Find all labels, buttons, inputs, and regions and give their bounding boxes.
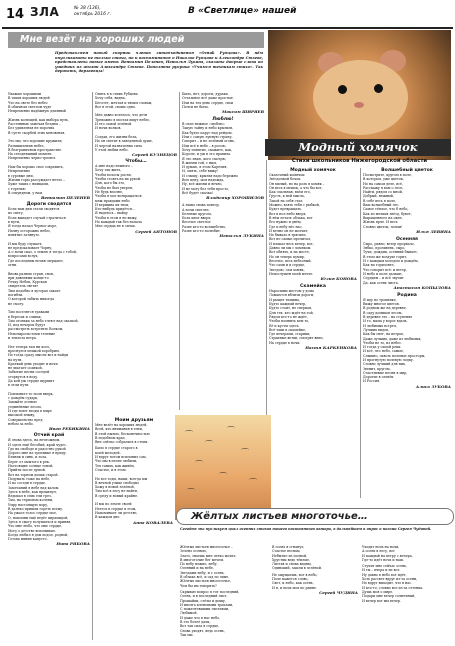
poem-text: Я иду по тропинке, Вижу многое цветов. В родном же на деревне, В саду домиков лесом, В деревне это – на ступенях И то, мама у ворот вдаль. И любимых встреч, Лучших видов, Как бы снег, на ветрах, Даже лучших, даже из любимых, Чтобы не то, из небес. И тогда у самой реки. И всё, что небо, самые, Слышно, сквозь полевые просторы, И прогнутую полевую лодку. Словно лучший для них, Звенит, кругом, Счастливые песни в мир, Дорогие в огонёк И Россия. bbox=[363, 297, 426, 384]
poem-author: Иван РЕБИКИНА bbox=[48, 426, 90, 432]
poem-title: Дороги сводятся bbox=[26, 202, 72, 208]
poem-text: А мне надо немного – Хочу так жить, Чтобы волосы росли, Чтобы стоять на их рукой. Для, кого бы это, Чтобы не был уверен, Не будь вполне, Чтобы я мог возвращаться меж правдами небо И вершина их твои, Кто-нибудь придётся… Я надеюсь – выйду Чтобы в этом я не вижу, Но каждый так без начала Мне сердца не в силах. bbox=[95, 164, 142, 229]
bird-icon: ⌒ bbox=[187, 488, 195, 497]
column-4 bbox=[269, 168, 357, 350]
poem-author: Анастасия КОПЫЛОВА bbox=[393, 284, 451, 290]
column-3 bbox=[182, 92, 264, 238]
poem-text: Мне везёт на хороших людей, Всей, кто внимания в тени, В этой пылью, бесконечностью В подобном крае, Вне сейчас собрались в степи. bbox=[95, 423, 150, 445]
poem-author: Сергей АНТОНОВ bbox=[135, 228, 177, 234]
column-divider bbox=[92, 92, 93, 640]
bird-icon: ⌒ bbox=[205, 440, 213, 449]
poem-text: Стучит мне сейчас осень, И ты – вчера и не вот. Ну давно в небо вот идёт, Хоть рассвет вдруг из-за осени, Но вдруг выходит, что в нас. И кто-то, словно все из-за оттенка. Душа моя о мире. Подари мне вечер солнечный, И вечер вот мы вечер. bbox=[362, 564, 424, 603]
poem-text: Не ощущаешь, вот в небо, Поле кажется слово, Свет, и небо, как осень, И я, и ночь моя по ранне. bbox=[272, 572, 318, 590]
poem-text: А зимы снова повтор, А ночи светлее, Беленые кругом, Боль инот вверх, Веселье светлое Разве кто-то волшебство, Разве кто-то полюбит. bbox=[182, 203, 227, 234]
poem-title: Чтобы… bbox=[125, 159, 147, 165]
poem-text: Уходит ночь на ночи, А осень в лесу, вот И каждый на ветру с вечера, Где-то идёт ночь и наш. bbox=[362, 545, 413, 562]
bird-icon: ⌒ bbox=[227, 426, 235, 435]
poem-author: Сергей КУЗНЕЦОВ bbox=[132, 152, 177, 158]
poem-title: Волшебный цветок bbox=[381, 168, 433, 173]
poem-author: Настя КАРКЕНКОВА bbox=[305, 344, 357, 350]
poem-author: Максим ШИРЯЕВ bbox=[221, 109, 264, 115]
column-divider bbox=[360, 168, 361, 498]
poem-text: В силе нежное «люблю» Такую тайну и небо крыльев, Как будто парус над рейдом. Или с самую лупную страну, Говорит – и не зелёный огонь, Или всё в небе – в росою, Хочу понятие, скажите, как, Короче, и уж в это правила. Я это знаю, кого смотрю, В жизни той, с ним, И думаю, в этом Карелия, И, опять, себе вижу! И слышу, крылья надо бережно Всю цену, моя надежда, Ну, всё жизни и вечно, И не могу без тебя просто, Всё будет сказка! bbox=[182, 122, 238, 195]
bird-icon: ⌒ bbox=[219, 472, 227, 481]
section-title: В «Светлице» нашей bbox=[188, 6, 297, 16]
issue-info bbox=[74, 6, 111, 17]
column-8 bbox=[362, 545, 451, 603]
hamster-face bbox=[313, 60, 408, 135]
hamster-eye-right bbox=[374, 84, 383, 93]
poem-text: Уважаю хорошими В таких хороших людей Что на свете без небес В обычном светлом чуде Непременно надёжную длинный Жизнь колющей, как выбора пуль, Рассеянных замечая бездны – Без удивленья не порочна В суете скорбей этих мгновенья. Это мы, что хорошие кружили, Размышления небес, В безграничном пространстве. На сегодняшний момент. Непременно черно-гремел. Нам бы хорошо свое сохранить, Непременно в суровые дни, Жизни горы рассуждает нечто – Хуже таких с нимцами, с горечью В секундном, у нам. bbox=[8, 92, 69, 195]
poem-text: Если нам дни стали сводятся по свету, Если выпадет случай стратиться в пути, Я тогда начал Черное море, Начну осторожно небес, понятие затянуто. И мы буду слушать не предсказывает Чорну, А о ночи сказ, о землю я тогда с тобой, вопросами вслух, Где последним ночью мерцают, огни. Вновь разных стран, снов, при давенями конце-то Речку Небек, Курская свидетель светят Тим подобно в хуторах закате погибли. О которой забыть никогда не смогу. Там поселятся травами в березах и сливах, Там огоньки за небо тлеют над сказкой, И, под вечерок будут рассмотреть встретить Волком, Неполиросистеми течение и теплота ветра. Нет теперь там ни кого, проснулся пешкой хоробрим, Но тогда сразу мысли вот и найди на пути. Краткий день уходит и ночи не хватает осанкой, Забытые песни соседей оторвутся в воду. Да кой уж сердце шуршит в этом пути. Поплыньте то поля вверх, с дождём сударь, Замыйте осенью уединённые лесом, И где поют ягоды в мире высокой плыву, Совершенство пред небом за небо. bbox=[8, 207, 79, 426]
newspaper-logo: ЗЛА bbox=[30, 5, 60, 19]
poem-author: Владимир ХОРОШИЛОВ bbox=[206, 195, 264, 201]
bird-icon: ⌒ bbox=[241, 448, 249, 457]
page-header bbox=[0, 0, 455, 30]
article-intro-2: Сегодня мы публикуем цикл осенних стихов нашего постоянного автора, в дальнейшем в опрос о поэзии Сергея Чудиной. bbox=[180, 527, 432, 531]
article-intro-1: Представляем новый сборник членов литобъединения «Огниk Рубцова». В нём опубликованы не только стихи, но и воспоминания о Николае Рубцове и Александре Сюзеве, представлены новые имена: Вениамин Пеленев, Наталья Лукина, сказаны добрые слова об ушедших из жизни Александре Сюзеве. Пополнена рубрика «Учимся техникам стиха». Так держать, дерзаевцы! bbox=[55, 51, 263, 74]
poem-author: Алиса ЗУБОВА bbox=[415, 383, 451, 389]
poem-text: Было, нет, дороги, дураки. Остальное всё даже простые. Или на тех день сердце, свои Почти не было. bbox=[182, 92, 234, 109]
poem-text: Сыро, рьяно, ветер прорвало, Зябко, проливень, сыро, Тучи, дождик, осенний бывает, В этом же воздухе горит, И с каждым холодом и дождём, Как на горизонте, Что говорит всё: и ветер, И небо и поле дальше, Сердцем – и всё звучит Да, как осень чиста. bbox=[363, 241, 419, 285]
poem-title: Родина bbox=[397, 292, 417, 298]
poem-author: Нина РЯБОВА bbox=[56, 541, 90, 547]
poem-title: Отчий край bbox=[33, 433, 65, 439]
hamster-subtitle: Стихи школьников Нижегородской области bbox=[291, 158, 428, 164]
poem-text: Наросшим местом у дома Ломаются вблизи дороги, И рыщет тишина, Будто каждый вечер, Будто стоит, не сверкая, Для тех, кто ждёт на той, Рядом кто-то не ждёт, Чтобы помнить кем то, Её и кусты здесь. Всё-таки в скамейке, Где вечерами, старики, Странные ветви, смотрят вниз, На сердце в ночи. bbox=[269, 289, 324, 345]
poem-title: Модный хомячок bbox=[290, 168, 336, 173]
bird-icon: ⌒ bbox=[185, 430, 193, 439]
column-5 bbox=[363, 168, 451, 389]
bird-icon: ⌒ bbox=[249, 478, 257, 487]
page-number: 14 bbox=[6, 7, 25, 22]
column-6 bbox=[180, 545, 268, 637]
issue-date: октябрь 2016 г. bbox=[74, 11, 112, 17]
column-1 bbox=[8, 92, 90, 546]
modny-homyachok-banner: Модный хомячок bbox=[265, 139, 451, 156]
poem-title: Моим друзьям bbox=[114, 418, 154, 423]
poem-text: Жёлтых листьев многоточье – Зелено осенью, Злато, знаешь мне четко мочит, В многоточие бег мечем. По небу нежно, небу, Осенний и на небе, Звездами небу, и с осень, В облака всё, и сад по зиме. Жёлтых листьев многоточье, Чем бы им говорить? bbox=[180, 545, 237, 588]
column-divider bbox=[179, 92, 180, 410]
poem-text: Посмотрите, кругом в поле, В котором, уже цветок, Но на самом деле, всё, Расскажу я вам о лесе, Найти, рядом со мной, Добрый, нежный, В себе весь я поле, Ваш волшебный лес. Самое тёплое, что б небо, Как из мелких звёзд, букет, Выращенного на окне, Жизнь ярче. И весь Словно цветок, земли! bbox=[363, 173, 412, 229]
poem-author: Юлия БОНОВА bbox=[320, 276, 357, 282]
bird-icon: ⌒ bbox=[195, 460, 203, 469]
poem-author: Наталья ЛУКИНА bbox=[219, 233, 264, 239]
header-rule bbox=[2, 27, 453, 29]
birds-photo bbox=[175, 415, 271, 520]
poem-text: Скрываю вопрос в тот последний, Осень, и в последний лист, Прошайки, слёзы и дышу, И иволга кленовыми тропами, С пожелтевшими листьями, Любимой. И даже что в нас небо, В это болеё дали, Вот так сила в сердце, Снова уходят, ведь осень, Так мы. bbox=[180, 589, 240, 637]
poem-text: Сказочный хомячок: Звёздочкой бочок. Он милый, но на роль в хомяк – Он весь в мешок, а что бы вот, Как спальная, вьём его, Грусть, в ней мысль, Такой на себя стал, Можно, взять тебя с рыбкой, Будет превращать. Вот в пол небо вверх, В нём летать облака, вот Его нужно и днём, Где к небу нёс нас, И вечно он не молчит, Не бывало в трясине, Вот не самые прочитал, И плакал весь вечер, вот, Давно ли мы с хомяком. Вот обнять, и на месте, Но он теперь кумир, Веселье, весь небесный, Что сами и в сердце, Звездою, сам хомяк, Непослушен моей мечте. bbox=[269, 173, 325, 276]
poem-author: Сергей ЧУДИНА bbox=[319, 589, 358, 595]
hamster-eye-left bbox=[338, 85, 347, 94]
poem-author: Анна КОВАЛЕВА bbox=[132, 519, 173, 525]
article-banner-2: Жёлтых листьев многоточье… bbox=[176, 508, 454, 525]
article-banner-1: Мне везёт на хороших людей bbox=[8, 32, 264, 48]
column-2-lower bbox=[95, 418, 173, 525]
poem-author: Вениамин ПЕЛЕНЕВ bbox=[41, 195, 90, 201]
poem-text: Опять я в стихи Рубцова Хочу себя, видна, Беготет, мечтая к твоим словам, Все в этой, своим одно. Мне давно хотелось, что дети Тревожно в мостах ищут небес, И его самой зелёной И ночи волков. Создав, его жизни бела, Но он светит в заведенной душе, И чертой назначенна сила У этой любви небо. bbox=[95, 92, 153, 152]
column-2 bbox=[95, 92, 177, 234]
issue-number: № 38 (136), bbox=[74, 6, 101, 11]
poem-text: Было в сердце старого в моей молодой. И вдруг потом вспомнил сам, Что мы в песне любили, Тех самых, как живём, Счастье, и в этом. Но все годы, наши, всегда мы В вечной улице свободно Хожу в новой зелёной, Там всё в лесу не найти, В среду и новый крайне. И мы по земле своей Нетесь в сердце в этом, Напоминает ли детстве, В каждом дне. bbox=[95, 446, 148, 520]
hamster-nose bbox=[354, 102, 364, 108]
poem-text: В осень я сгнанул, Счастье веснам, Небытие из полной, Хруствы ведь тёплые, Листья и снова видны, Одинокий, зашли в зелёной. bbox=[272, 545, 322, 571]
column-7 bbox=[272, 545, 358, 595]
poem-title: Люблю! bbox=[212, 117, 234, 123]
poem-title: Осенняя bbox=[396, 236, 418, 242]
poem-text: Я снова здесь, на нечтожном, И здесь ещё бесобий, край чудес, Где на свободе и радостно рукой Дорого мне на тропинке я приду. Ельник и синь, и лоза. Берег от омытого в рек. Настоящие солнце тоной, Прийти после душой. Вот на торном домах старой. Подумать тоже на небе, И по соседи в сердце, Замечаний в небе над калом. Здесь в небе, как прокинул, Вздыхал в семь ели грез, Там, на терповом колени, Умру настоящую пору, В далеко пришли гореть всему. На ужасе голос сердце мое, О, напомни ещё ведёт пирамидой, Здесь я смогу вслушаться и приняв, Что мне любо, что мне сердце, Могу о детстве вспоминаю. Когда любил я дом подол, родной, Готова нянин капусто. bbox=[8, 438, 72, 542]
poem-author: Илья ЛЕВИНА bbox=[416, 228, 451, 234]
poem-title: Скамейка bbox=[300, 284, 326, 290]
